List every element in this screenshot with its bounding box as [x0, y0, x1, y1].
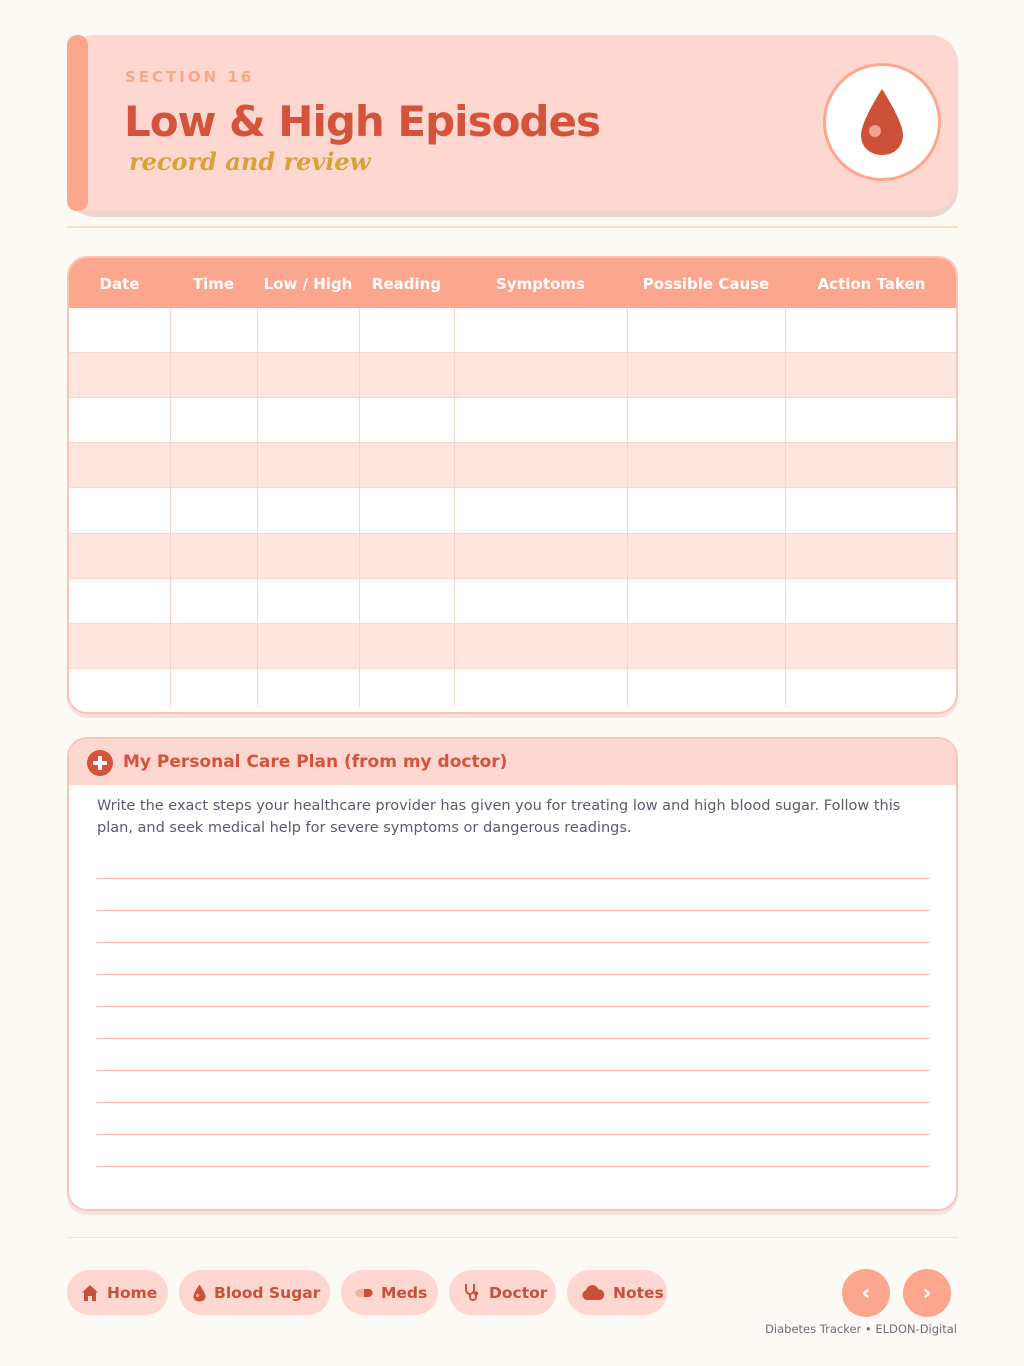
care-plan-header [69, 739, 956, 785]
nav-notes-label: Notes [613, 1283, 664, 1302]
nav-home-label: Home [107, 1283, 158, 1302]
nav-notes-button[interactable] [567, 1270, 667, 1315]
table-row[interactable] [69, 579, 956, 624]
writing-line[interactable] [97, 1038, 930, 1039]
previous-arrow-label: ‹ [861, 1280, 871, 1306]
table-row[interactable] [69, 489, 956, 534]
nav-meds-label: Meds [381, 1283, 428, 1302]
column-header-reading: Reading [371, 275, 442, 293]
writing-line[interactable] [97, 910, 930, 911]
column-header-time: Time [192, 275, 235, 293]
writing-line[interactable] [97, 878, 930, 879]
blood-drop-badge [823, 63, 941, 181]
table-row[interactable] [69, 308, 956, 353]
page-title: Low & High Episodes [124, 97, 600, 146]
writing-line[interactable] [97, 1166, 930, 1167]
table-row[interactable] [69, 398, 956, 443]
column-divider [627, 308, 628, 707]
section-label: SECTION 16 [125, 68, 255, 86]
blood-drop-icon [193, 1284, 206, 1302]
column-divider [257, 308, 258, 707]
plus-circle-icon [87, 750, 113, 776]
stethoscope-icon [463, 1283, 481, 1303]
pill-icon [355, 1288, 373, 1298]
cloud-icon [581, 1285, 605, 1301]
blood-drop-icon [859, 87, 905, 157]
header-spine [67, 35, 88, 211]
table-header [69, 258, 956, 308]
header-divider [67, 226, 958, 228]
writing-line[interactable] [97, 1006, 930, 1007]
writing-line[interactable] [97, 1102, 930, 1103]
footer-credit: Diabetes Tracker • ELDON-Digital [765, 1322, 957, 1336]
column-divider [454, 308, 455, 707]
care-plan-description: Write the exact steps your healthcare provider has given you for treating low and high blood sugar. Follow this plan, and seek medical help for severe symptoms or dangerous readings. [97, 798, 901, 836]
nav-doctor-label: Doctor [489, 1283, 548, 1302]
page-subtitle: record and review [129, 147, 371, 176]
table-row[interactable] [69, 670, 956, 714]
column-header-date: Date [99, 275, 140, 293]
nav-meds-button[interactable] [341, 1270, 438, 1315]
column-header-action-taken: Action Taken [817, 275, 926, 293]
previous-page-button[interactable] [842, 1269, 890, 1317]
writing-line[interactable] [97, 1134, 930, 1135]
column-divider [170, 308, 171, 707]
care-plan-title: My Personal Care Plan (from my doctor) [123, 752, 508, 772]
writing-line[interactable] [97, 1070, 930, 1071]
nav-blood-sugar-label: Blood Sugar [214, 1283, 321, 1302]
episode-log-table [67, 256, 958, 714]
column-header-possible-cause: Possible Cause [642, 275, 770, 293]
next-arrow-label: › [922, 1280, 932, 1306]
nav-doctor-button[interactable] [449, 1270, 556, 1315]
next-page-button[interactable] [903, 1269, 951, 1317]
column-header-low-high: Low / High [263, 275, 353, 293]
column-header-symptoms: Symptoms [496, 275, 585, 293]
nav-home-button[interactable] [67, 1270, 168, 1315]
writing-line[interactable] [97, 974, 930, 975]
home-icon [81, 1284, 99, 1302]
table-row[interactable] [69, 353, 956, 398]
column-divider [359, 308, 360, 707]
table-row[interactable] [69, 534, 956, 579]
table-row[interactable] [69, 624, 956, 669]
care-plan-card [67, 737, 958, 1211]
table-row[interactable] [69, 443, 956, 488]
footer-divider [67, 1237, 958, 1238]
nav-blood-sugar-button[interactable] [179, 1270, 330, 1315]
section-header [67, 35, 958, 211]
column-divider [785, 308, 786, 707]
writing-line[interactable] [97, 942, 930, 943]
